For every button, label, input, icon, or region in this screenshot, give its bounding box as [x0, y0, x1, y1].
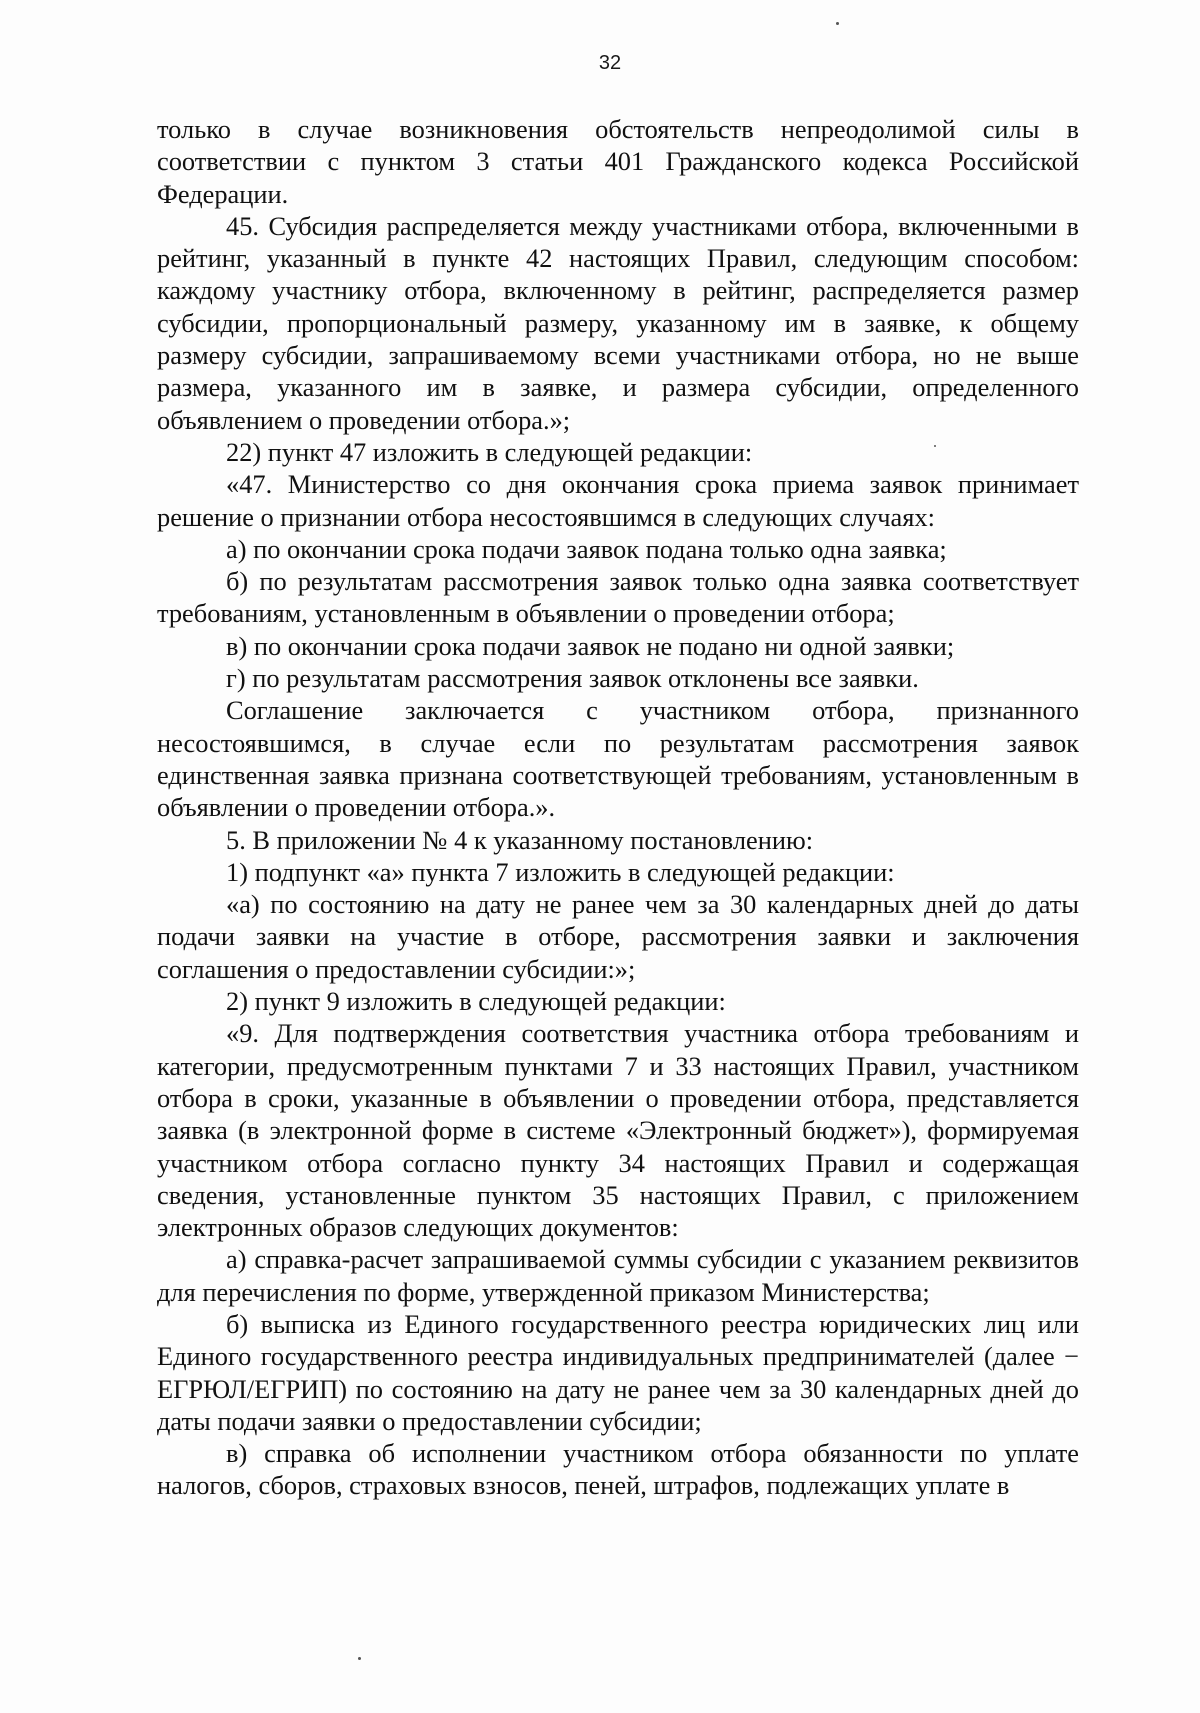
list-item-v: в) по окончании срока подачи заявок не подано ни одной заявки;: [226, 630, 955, 661]
list-item-g: г) по результатам рассмотрения заявок отклонены все заявки.: [226, 663, 919, 694]
paragraph-subitem-1: 1) подпункт «а» пункта 7 изложить в следующей редакции:: [226, 856, 895, 887]
paragraph-item-45: 45. Субсидия распределяется между участниками отбора, включенными в рейтинг, указанный в пункте 42 настоящих Правил, следующим способом: каждому участнику отбора, включенному в рейтинг, распределяется размер субсидии, пропорциональный размеру, указанному им в заявке, к общему размеру субсидии, запрашиваемому всеми участниками отбора, но не выше размера, указанного им в заявке, и размера субсидии, определенного объявлением о проведении отбора.»;: [157, 210, 1079, 435]
paragraph-agreement: Соглашение заключается с участником отбора, признанного несостоявшимся, в случае если по результатам рассмотрения заявок единственная заявка признана соответствующей требованиям, установленным в объявлении о проведении отбора.».: [157, 695, 1079, 823]
paragraph-continuation: только в случае возникновения обстоятельств непреодолимой силы в соответствии с пунктом 3 статьи 401 Гражданского кодекса Российской Федерации.: [157, 114, 1079, 209]
page-number: 32: [598, 52, 622, 74]
document-item-a: а) справка-расчет запрашиваемой суммы субсидии с указанием реквизитов для перечисления по форме, утвержденной приказом Министерства;: [157, 1244, 1079, 1307]
scan-speck: [358, 1657, 361, 1660]
paragraph-subitem-22: 22) пункт 47 изложить в следующей редакции:: [226, 436, 753, 467]
paragraph-item-9: «9. Для подтверждения соответствия участника отбора требованиям и категории, предусмотренным пунктами 7 и 33 настоящих Правил, участником отбора в сроки, указанные в объявлении о проведении отбора, представляется заявка (в электронной форме в системе «Электронный бюджет»), формируемая участником отбора согласно пункту 34 настоящих Правил и содержащая сведения, установленные пунктом 35 настоящих Правил, с приложением электронных образов следующих документов:: [157, 1018, 1079, 1243]
list-item-b: б) по результатам рассмотрения заявок только одна заявка соответствует требованиям, установленным в объявлении о проведении отбора;: [157, 566, 1079, 629]
paragraph-item-5: 5. В приложении № 4 к указанному постановлению:: [226, 824, 814, 855]
scan-speck: [934, 445, 936, 447]
paragraph-subitem-a-text: «а) по состоянию на дату не ранее чем за 30 календарных дней до даты подачи заявки на участие в отборе, рассмотрения заявки и заключения соглашения о предоставлении субсидии:»;: [157, 889, 1079, 984]
list-item-a: а) по окончании срока подачи заявок подана только одна заявка;: [226, 533, 947, 564]
document-item-v: в) справка об исполнении участником отбора обязанности по уплате налогов, сборов, страховых взносов, пеней, штрафов, подлежащих уплате в: [157, 1438, 1079, 1501]
paragraph-subitem-2: 2) пункт 9 изложить в следующей редакции:: [226, 986, 726, 1017]
paragraph-item-47: «47. Министерство со дня окончания срока приема заявок принимает решение о признании отбора несостоявшимся в следующих случаях:: [157, 469, 1079, 532]
document-item-b: б) выписка из Единого государственного реестра юридических лиц или Единого государственного реестра индивидуальных предпринимателей (далее − ЕГРЮЛ/ЕГРИП) по состоянию на дату не ранее чем за 30 календарных дней до даты подачи заявки о предоставлении субсидии;: [157, 1308, 1079, 1436]
scan-speck: [836, 22, 839, 25]
document-body: [157, 113, 1079, 1502]
